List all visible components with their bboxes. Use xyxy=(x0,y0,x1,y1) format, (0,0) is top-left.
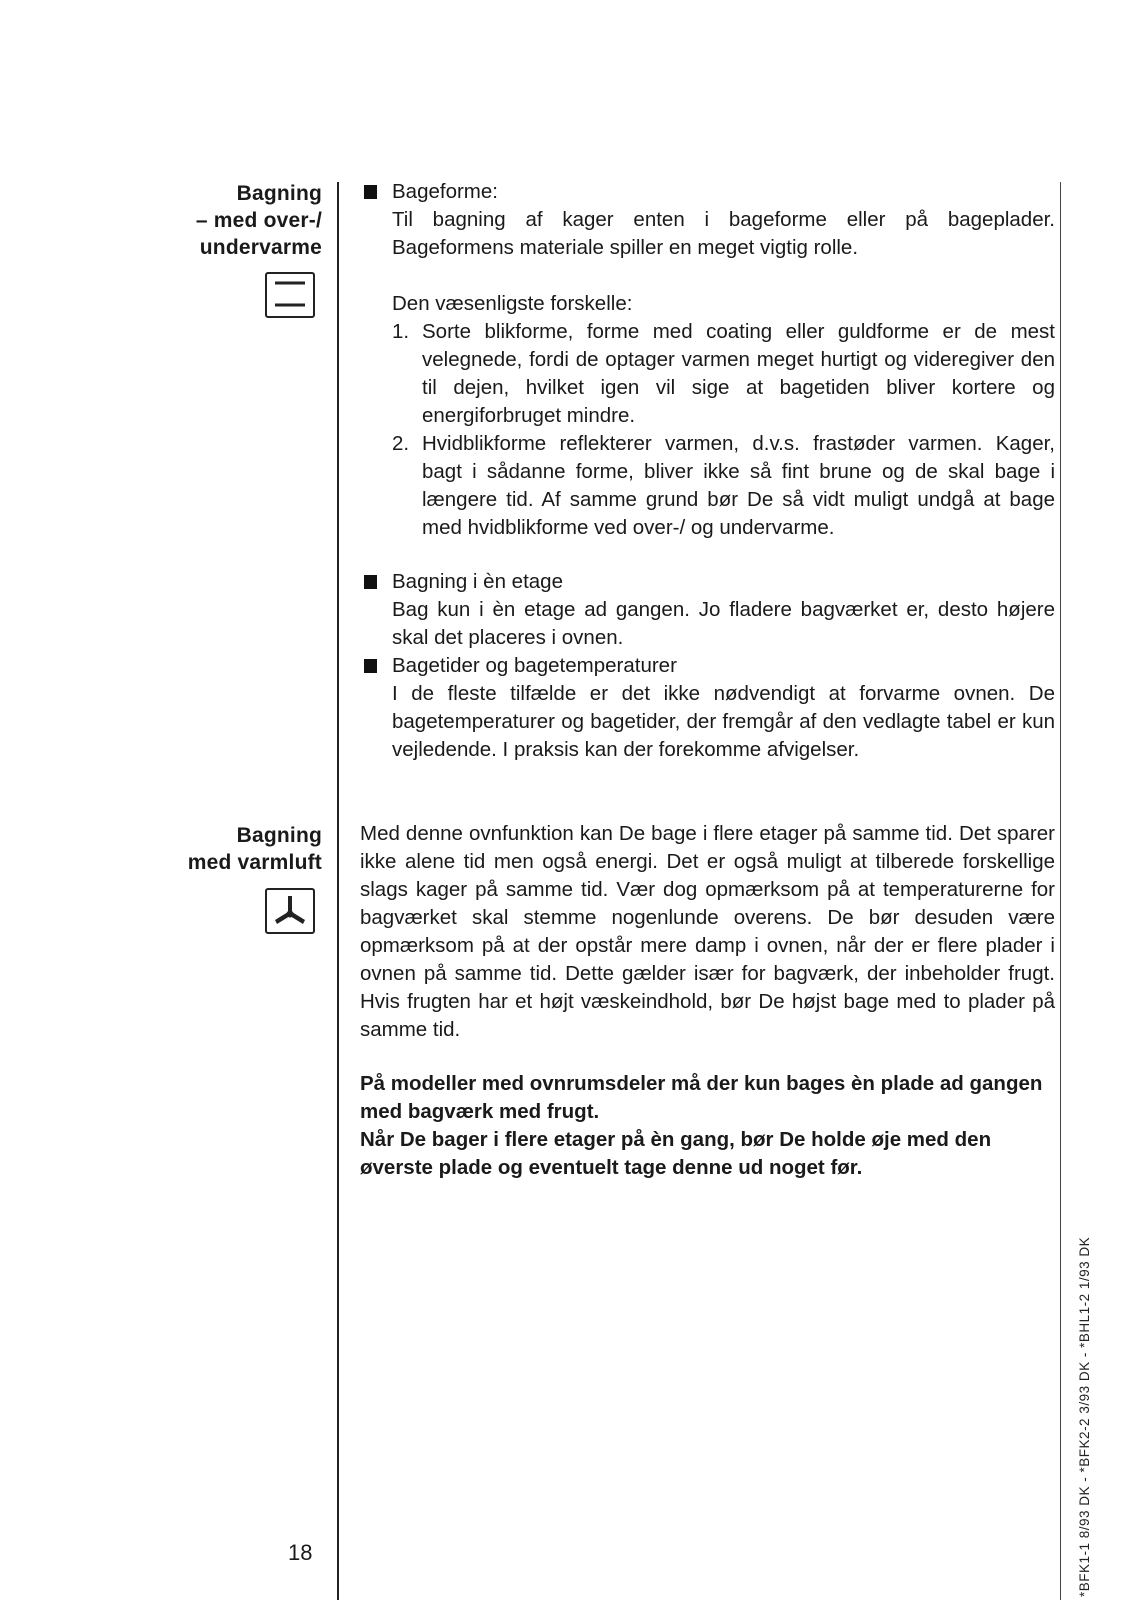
top-bottom-heat-icon xyxy=(265,272,315,318)
numbered-item xyxy=(392,430,1055,542)
heading-line: Bagning xyxy=(236,824,322,847)
list-item xyxy=(360,178,1055,542)
item-text: Bag kun i èn etage ad gangen. Jo fladere bagværket er, desto højere skal det placeres i ovnen. xyxy=(392,598,1055,649)
bullet-icon xyxy=(364,185,377,199)
bullet-icon xyxy=(364,659,377,673)
side-document-code: *BFK1-1 8/93 DK - *BFK2-2 3/93 DK - *BHL1-2 1/93 DK xyxy=(1077,1236,1092,1597)
right-border xyxy=(1060,182,1061,1600)
heading-line: – med over-/ xyxy=(195,209,322,232)
list-item xyxy=(360,652,1055,764)
numbered-item xyxy=(392,318,1055,430)
item-title: Bageforme: xyxy=(392,180,498,203)
fan-icon xyxy=(265,888,315,934)
list-intro: Den væsenligste forskelle: xyxy=(392,292,633,315)
item-number: 2. xyxy=(392,432,410,455)
item-text: Til bagning af kager enten i bageforme eller på bageplader. Bageformens materiale spiller en meget vigtig rolle. xyxy=(392,208,1055,259)
page-number: 18 xyxy=(288,1540,313,1565)
heading-line: med varmluft xyxy=(187,851,322,874)
heading-line: Bagning xyxy=(236,182,322,205)
bold-note: På modeller med ovnrumsdeler må der kun bages èn plade ad gangen med bagværk med frugt. xyxy=(360,1072,1043,1123)
item-text: Sorte blikforme, forme med coating eller guldforme er de mest velegnede, fordi de optager varmen meget hurtigt og videregiver den til dejen, hvilket igen vil sige at bagetiden bliver kortere og energiforbruget mindre. xyxy=(422,320,1055,427)
bold-note: Når De bager i flere etager på èn gang, bør De holde øje med den øverste plade og eventuelt tage denne ud noget før. xyxy=(360,1128,992,1179)
heading-varmluft xyxy=(188,822,322,876)
paragraph: Med denne ovnfunktion kan De bage i flere etager på samme tid. Det sparer ikke alene tid men også energi. Det er også muligt at tilberede forskellige slags kager på samme tid. Vær dog opmærksom på at temperaturerne for bagværket skal stemme nogenlunde overens. De bør desuden være opmærksom på at der opstår mere damp i ovnen, når der er flere plader i ovnen på samme tid. Dette gælder især for bagværk, der inbeholder frugt. Hvis frugten har et højt væskeindhold, bør De højst bage med to plader på samme tid. xyxy=(360,822,1055,1041)
item-number: 1. xyxy=(392,320,410,343)
item-title: Bagetider og bagetemperaturer xyxy=(392,654,677,677)
numbered-list xyxy=(392,318,1055,542)
bullet-icon xyxy=(364,575,377,589)
item-title: Bagning i èn etage xyxy=(392,570,563,593)
column-divider xyxy=(337,182,339,1600)
list-item xyxy=(360,568,1055,652)
section-varmluft xyxy=(360,820,1055,1182)
heading-line: undervarme xyxy=(199,236,322,259)
item-text: Hvidblikforme reflekterer varmen, d.v.s. frastøder varmen. Kager, bagt i sådanne forme, bliver ikke så fint brune og de skal bage i længere tid. Af samme grund bør De så vidt muligt undgå at bage med hvidblikforme ved over-/ og undervarme. xyxy=(422,432,1055,539)
heading-over-undervarme xyxy=(196,180,322,261)
section-over-undervarme xyxy=(360,178,1055,764)
item-text: I de fleste tilfælde er det ikke nødvendigt at forvarme ovnen. De bagetemperaturer og bagetider, der fremgår af den vedlagte tabel er kun vejledende. I praksis kan der forekomme afvigelser. xyxy=(392,682,1055,761)
